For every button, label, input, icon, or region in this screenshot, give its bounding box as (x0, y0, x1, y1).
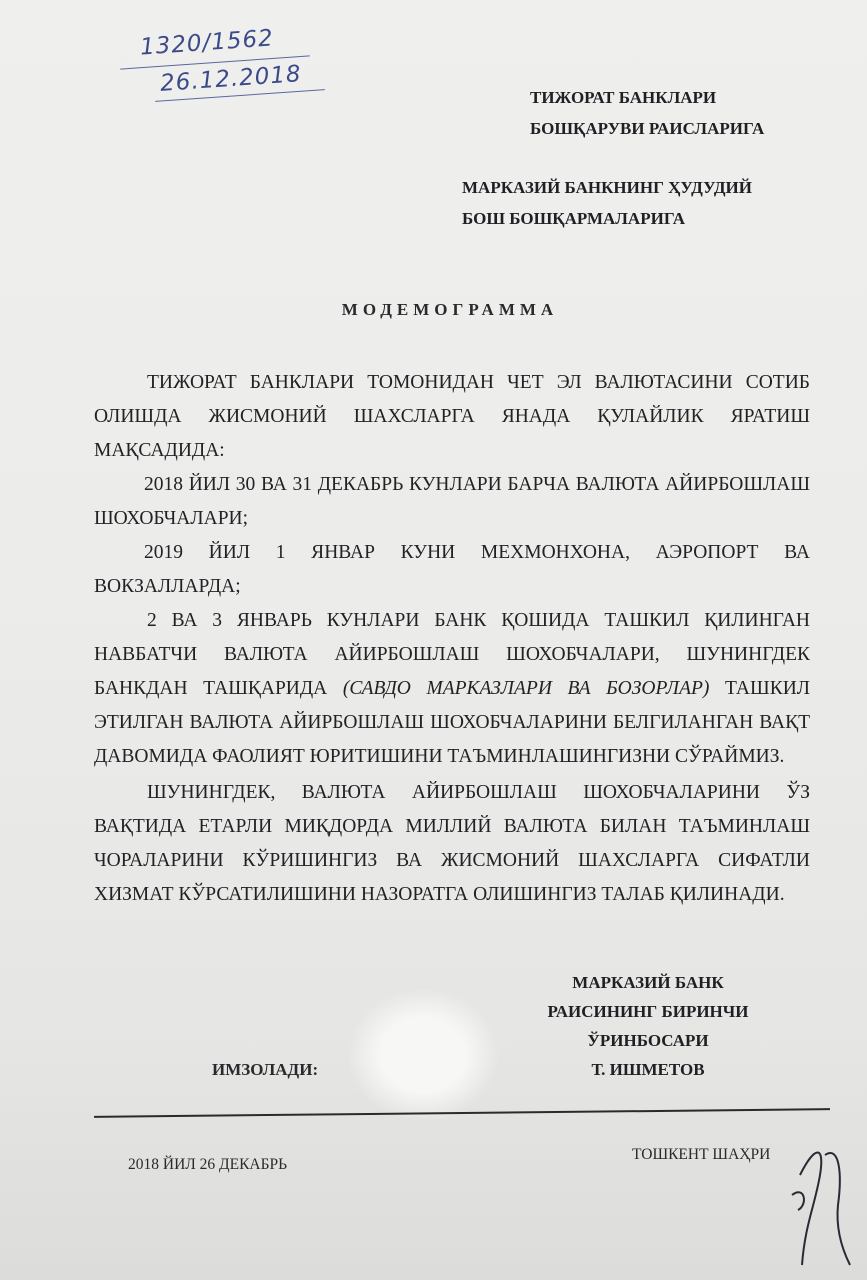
signatory-block (528, 968, 768, 1084)
body-text-segment: ТАШКИЛ ЭТИЛГАН ВАЛЮТА АЙИРБОШЛАШ ШОХОБЧАЛАРИНИ БЕЛГИЛАНГАН ВАҚТ ДАВОМИДА ФАОЛИЯТ ЮРИТИШИНИ ТАЪМИНЛАШИНГИЗНИ СЎРАЙМИЗ. (94, 678, 811, 767)
body-italic-segment: (САВДО МАРКАЗЛАРИ ВА БОЗОРЛАР) (342, 678, 710, 699)
signatory-line: ЎРИНБОСАРИ (587, 1031, 709, 1050)
body-paragraph: ТИЖОРАТ БАНКЛАРИ ТОМОНИДАН ЧЕТ ЭЛ ВАЛЮТАСИНИ СОТИБ ОЛИШДА ЖИСМОНИЙ ШАХСЛАРГА ЯНАДА ҚУЛАЙЛИК ЯРАТИШ МАҚСАДИДА: (94, 372, 810, 461)
addressee-line: БОШ БОШҚАРМАЛАРИГА (462, 209, 686, 228)
addressee-block-2 (462, 172, 805, 234)
body-paragraph (94, 604, 810, 774)
addressee-line: МАРКАЗИЙ БАНКНИНГ ҲУДУДИЙ (462, 178, 752, 197)
handwritten-ref-date: 26.12.2018 (159, 61, 303, 97)
handwritten-ref-number: 1320/1562 (139, 25, 275, 61)
body-paragraph: 2018 ЙИЛ 30 ВА 31 ДЕКАБРЬ КУНЛАРИ БАРЧА ВАЛЮТА АЙИРБОШЛАШ ШОХОБЧАЛАРИ; (94, 474, 810, 529)
signatory-name: Т. ИШМЕТОВ (591, 1060, 705, 1079)
footer-date: 2018 ЙИЛ 26 ДЕКАБРЬ (128, 1156, 288, 1173)
footer-city: ТОШКЕНТ ШАҲРИ (632, 1146, 771, 1163)
handwritten-signature (770, 1135, 860, 1275)
addressee-block-1 (530, 82, 805, 144)
body-paragraph: ШУНИНГДЕК, ВАЛЮТА АЙИРБОШЛАШ ШОХОБЧАЛАРИНИ ЎЗ ВАҚТИДА ЕТАРЛИ МИҚДОРДА МИЛЛИЙ ВАЛЮТА БИЛАН ТАЪМИНЛАШ ЧОРАЛАРИНИ КЎРИШИНГИЗ ВА ЖИСМОНИЙ ШАХСЛАРГА СИФАТЛИ ХИЗМАТ КЎРСАТИЛИШИНИ НАЗОРАТГА ОЛИШИНГИЗ ТАЛАБ ҚИЛИНАДИ. (94, 782, 810, 905)
body-text-segment: 2 ВА 3 ЯНВАРЬ КУНЛАРИ БАНК ҚОШИДА ТАШКИЛ ҚИЛИНГАН НАВБАТЧИ ВАЛЮТА АЙИРБОШЛАШ ШОХОБЧАЛАРИ, ШУНИНГДЕК БАНКДАН ТАШҚАРИДА (94, 610, 810, 699)
signed-label: ИМЗОЛАДИ: (212, 1060, 319, 1079)
signatory-line: РАИСИНИНГ БИРИНЧИ (547, 1002, 749, 1021)
document-title: МОДЕМОГРАММА (341, 300, 559, 319)
addressee-line: БОШҚАРУВИ РАИСЛАРИГА (530, 119, 765, 138)
document-body (94, 366, 810, 912)
body-paragraph: 2019 ЙИЛ 1 ЯНВАР КУНИ МЕХМОНХОНА, АЭРОПОРТ ВА ВОКЗАЛЛАРДА; (94, 542, 810, 597)
signatory-line: МАРКАЗИЙ БАНК (572, 973, 724, 992)
redacted-area (348, 990, 498, 1120)
addressee-line: ТИЖОРАТ БАНКЛАРИ (530, 88, 717, 107)
